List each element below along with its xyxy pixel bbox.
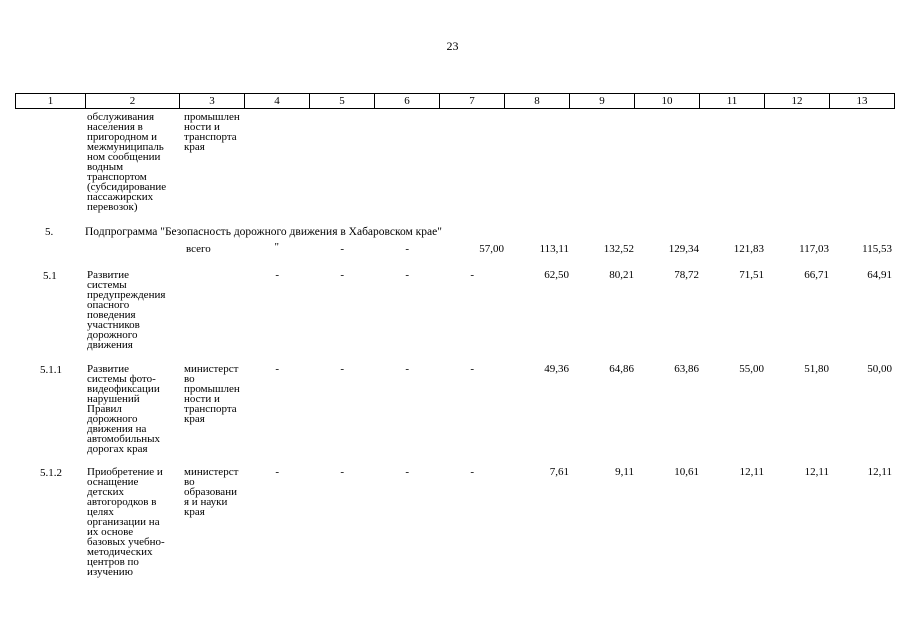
subprogram-title: Подпрограмма "Безопасность дорожного движения в Хабаровском крае" — [85, 226, 442, 238]
column-header-7: 7 — [440, 94, 505, 108]
subprogram-value-col6: - — [405, 243, 409, 255]
row-name-5-1-1: Развитие системы фото- видеофиксации нарушений Правил дорожного движения на автомобильных дорогах края — [87, 363, 160, 455]
subprogram-code: 5. — [45, 226, 54, 238]
row-5-1-value-col9: 80,21 — [609, 269, 634, 281]
subprogram-value-col11: 121,83 — [733, 243, 764, 255]
row-5-1-value-col8: 62,50 — [544, 269, 569, 281]
row-5-1-1-value-col12: 51,80 — [804, 363, 829, 375]
row-5-1-value-col12: 66,71 — [804, 269, 829, 281]
row-name-5-1: Развитие системы предупреждения опасного поведения участников дорожного движения — [87, 269, 166, 351]
row-5-1-2-value-col9: 9,11 — [615, 466, 634, 478]
row-executor-5-1-2: министерст во образовани я и науки края — [184, 466, 239, 518]
row-5-1-2-value-col11: 12,11 — [739, 466, 764, 478]
column-header-3: 3 — [180, 94, 245, 108]
column-header-2: 2 — [86, 94, 180, 108]
row-5-1-1-value-col8: 49,36 — [544, 363, 569, 375]
page-number: 23 — [446, 39, 459, 53]
row-5-1-2-value-col12: 12,11 — [804, 466, 829, 478]
subprogram-value-col8: 113,11 — [539, 243, 569, 255]
row-5-1-value-col11: 71,51 — [739, 269, 764, 281]
row-executor-5-1-1: министерст во промышлен ности и транспорта края — [184, 363, 240, 425]
subprogram-value-col4: " — [274, 241, 279, 253]
column-header-11: 11 — [700, 94, 765, 108]
row-code-5-1: 5.1 — [43, 270, 57, 282]
table-header-row — [15, 93, 895, 109]
row-5-1-1-value-col13: 50,00 — [867, 363, 892, 375]
row-5-1-1-value-col10: 63,86 — [674, 363, 699, 375]
row-5-1-2-value-col10: 10,61 — [674, 466, 699, 478]
subprogram-value-col10: 129,34 — [668, 243, 699, 255]
row-5-1-1-value-col5: - — [340, 363, 344, 375]
row-5-1-1-value-col11: 55,00 — [739, 363, 764, 375]
row-5-1-value-col7: - — [470, 269, 474, 281]
column-header-6: 6 — [375, 94, 440, 108]
subprogram-value-col13: 115,53 — [862, 243, 892, 255]
row-5-1-2-value-col7: - — [470, 466, 474, 478]
column-header-4: 4 — [245, 94, 310, 108]
subprogram-value-col7: 57,00 — [479, 243, 504, 255]
subprogram-value-col12: 117,03 — [799, 243, 829, 255]
continued-row-executor: промышлен ности и транспорта края — [184, 111, 240, 153]
row-5-1-1-value-col7: - — [470, 363, 474, 375]
row-5-1-value-col13: 64,91 — [867, 269, 892, 281]
row-5-1-2-value-col4: - — [275, 466, 279, 478]
column-header-10: 10 — [635, 94, 700, 108]
column-header-1: 1 — [16, 94, 86, 108]
column-header-5: 5 — [310, 94, 375, 108]
row-5-1-value-col6: - — [405, 269, 409, 281]
subprogram-value-col9: 132,52 — [603, 243, 634, 255]
row-5-1-1-value-col9: 64,86 — [609, 363, 634, 375]
row-5-1-value-col4: - — [275, 269, 279, 281]
row-code-5-1-2: 5.1.2 — [40, 467, 62, 479]
row-5-1-2-value-col8: 7,61 — [549, 466, 569, 478]
row-5-1-1-value-col4: - — [275, 363, 279, 375]
continued-row-name: обслуживания населения в пригородном и межмуниципаль ном сообщении водным транспортом (субсидирование пассажирских перевозок) — [87, 111, 167, 213]
row-5-1-2-value-col6: - — [405, 466, 409, 478]
row-5-1-value-col5: - — [340, 269, 344, 281]
column-header-13: 13 — [856, 95, 868, 107]
row-code-5-1-1: 5.1.1 — [40, 364, 62, 376]
row-5-1-2-value-col5: - — [340, 466, 344, 478]
row-5-1-2-value-col13: 12,11 — [867, 466, 892, 478]
column-header-12: 12 — [765, 94, 830, 108]
subprogram-total-label: всего — [186, 243, 211, 255]
column-header-9: 9 — [570, 94, 635, 108]
column-header-8: 8 — [505, 94, 570, 108]
subprogram-value-col5: - — [340, 243, 344, 255]
row-5-1-value-col10: 78,72 — [674, 269, 699, 281]
row-5-1-1-value-col6: - — [405, 363, 409, 375]
row-name-5-1-2: Приобретение и оснащение детских автогородков в целях организации на их основе базовых учебно- методических центров по изучению — [87, 466, 165, 578]
